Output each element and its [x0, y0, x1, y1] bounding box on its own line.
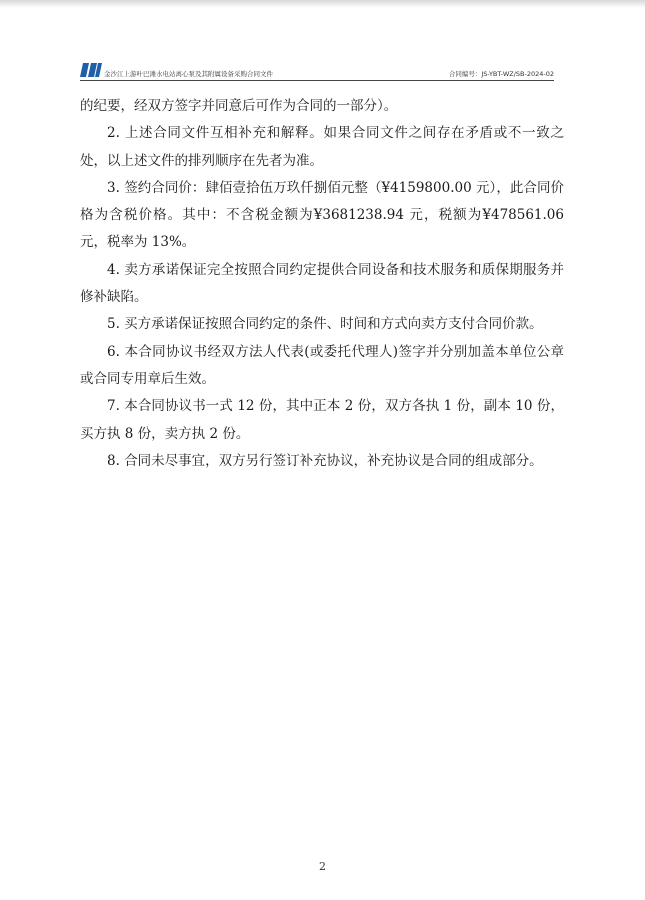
scan-top-edge	[0, 0, 645, 8]
paragraph-6: 6. 本合同协议书经双方法人代表(或委托代理人)签字并分别加盖本单位公章或合同专用章后生效。	[80, 343, 564, 387]
paragraph-7: 7. 本合同协议书一式 12 份，其中正本 2 份，双方各执 1 份，副本 10 份，买方执 8 份，卖方执 2 份。	[80, 398, 564, 442]
paragraph-3: 3. 签约合同价：肆佰壹拾伍万玖仟捌佰元整（¥4159800.00 元），此合同价格为含税价格。其中：不含税金额为¥3681238.94 元，税额为¥478561.06 元，税率为 13%。	[80, 179, 564, 251]
header-title: 金沙江上游叶巴滩水电站离心泵及其附属设备采购合同文件	[104, 70, 273, 78]
company-logo-icon	[80, 63, 102, 77]
paragraph-4: 4. 卖方承诺保证完全按照合同约定提供合同设备和技术服务和质保期服务并修补缺陷。	[80, 261, 564, 306]
header-rule	[80, 80, 554, 81]
page-header	[80, 60, 554, 82]
paragraph-continuation: 的纪要，经双方签字并同意后可作为合同的一部分）。	[80, 98, 398, 114]
contract-number: 合同编号：JS-YBT-WZ/SB-2024-02	[448, 70, 554, 78]
paragraph-5: 5. 买方承诺保证按照合同约定的条件、时间和方式向卖方支付合同价款。	[107, 316, 543, 333]
paragraph-8: 8. 合同未尽事宜，双方另行签订补充协议，补充协议是合同的组成部分。	[107, 452, 543, 469]
page-number: 2	[319, 860, 326, 873]
contract-body	[80, 93, 564, 475]
paragraph-2: 2. 上述合同文件互相补充和解释。如果合同文件之间存在矛盾或不一致之处，以上述文件的排列顺序在先者为准。	[80, 125, 564, 169]
